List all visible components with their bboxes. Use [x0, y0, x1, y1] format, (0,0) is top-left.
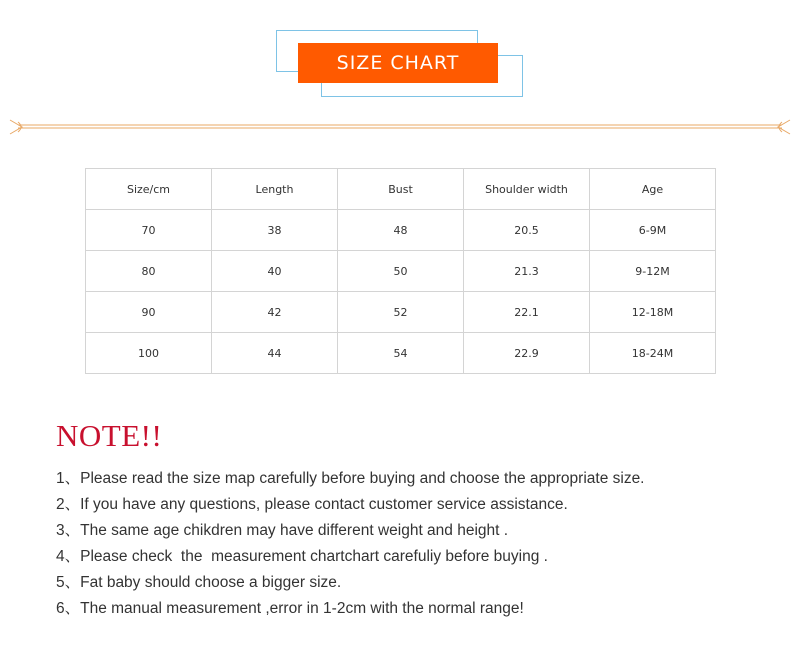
size-table [85, 168, 716, 374]
column-header-age: Age [590, 169, 716, 210]
table-header-row [86, 169, 716, 210]
table-row [86, 251, 716, 292]
table-row [86, 333, 716, 374]
table-row [86, 292, 716, 333]
table-cell: 50 [338, 251, 464, 292]
ornamental-divider [8, 116, 792, 140]
note-item: 5、Fat baby should choose a bigger size. [56, 574, 342, 591]
table-cell: 21.3 [464, 251, 590, 292]
column-header-length: Length [212, 169, 338, 210]
column-header-bust: Bust [338, 169, 464, 210]
note-item: 2、If you have any questions, please contact customer service assistance. [56, 496, 568, 513]
table-cell: 54 [338, 333, 464, 374]
table-cell: 70 [86, 210, 212, 251]
note-item: 4、Please check the measurement chartchart carefuliy before buying . [56, 548, 548, 565]
table-cell: 38 [212, 210, 338, 251]
table-cell: 9-12M [590, 251, 716, 292]
table-cell: 42 [212, 292, 338, 333]
table-cell: 52 [338, 292, 464, 333]
table-cell: 44 [212, 333, 338, 374]
note-item: 3、The same age chikdren may have different weight and height . [56, 522, 509, 539]
size-chart-banner: SIZE CHART [298, 43, 498, 83]
table-cell: 48 [338, 210, 464, 251]
table-cell: 18-24M [590, 333, 716, 374]
table-cell: 22.9 [464, 333, 590, 374]
column-header-size: Size/cm [86, 169, 212, 210]
note-title: NOTE!! [56, 418, 163, 453]
table-cell: 12-18M [590, 292, 716, 333]
table-cell: 90 [86, 292, 212, 333]
note-item: 1、Please read the size map carefully before buying and choose the appropriate size. [56, 470, 645, 487]
table-cell: 100 [86, 333, 212, 374]
table-cell: 22.1 [464, 292, 590, 333]
table-cell: 20.5 [464, 210, 590, 251]
note-item: 6、The manual measurement ,error in 1-2cm with the normal range! [56, 600, 524, 617]
table-cell: 6-9M [590, 210, 716, 251]
table-cell: 40 [212, 251, 338, 292]
table-cell: 80 [86, 251, 212, 292]
column-header-shoulder-width: Shoulder width [464, 169, 590, 210]
note-list [56, 469, 645, 625]
table-row [86, 210, 716, 251]
